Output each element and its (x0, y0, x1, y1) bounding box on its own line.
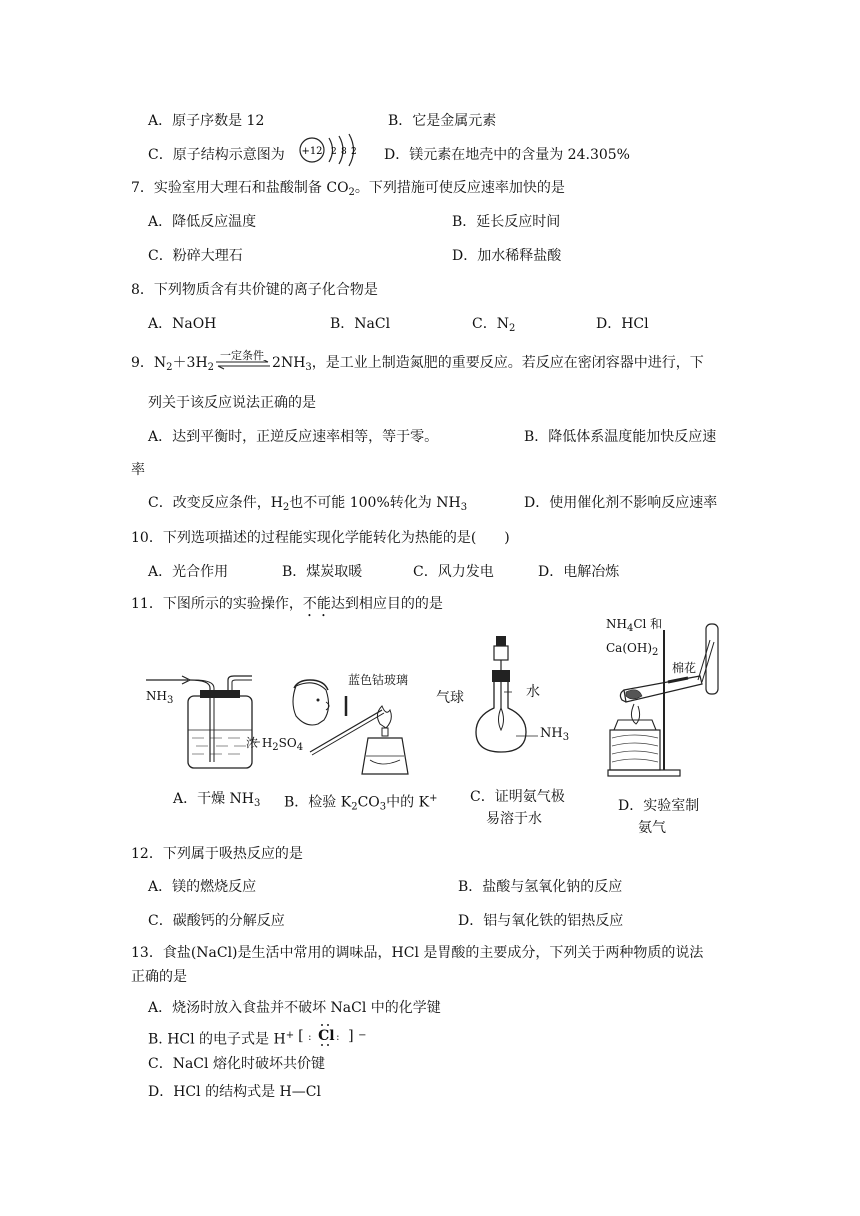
q11-stem-emphasis: 不能 (302, 596, 331, 612)
q8-option-b: B．NaCl (330, 316, 391, 332)
q12-option-b: B．盐酸与氢氧化钠的反应 (458, 879, 623, 895)
q13-stem-line1: 13．食盐(NaCl)是生活中常用的调味品，HCl 是胃酸的主要成分，下列关于两种物质的说法 (131, 945, 704, 961)
q7-option-c: C．粉碎大理石 (148, 248, 243, 264)
atom-nucleus-label: +12 (301, 146, 323, 157)
figure-d-reagent-2: Ca(OH) (606, 641, 653, 655)
figure-b-cobalt-glass-label: 蓝色钴玻璃 (348, 673, 409, 687)
figure-b-flame-test (282, 676, 422, 786)
q10-option-c: C．风力发电 (413, 564, 494, 580)
q9-option-d: D．使用催化剂不影响反应速率 (524, 495, 718, 511)
figure-a-gas-text: NH (146, 689, 167, 703)
q12-stem: 12．下列属于吸热反应的是 (131, 846, 303, 862)
q7-stem-b: 。下列措施可使反应速率加快的是 (354, 180, 565, 196)
q8-stem: 8．下列物质含有共价键的离子化合物是 (131, 282, 378, 298)
q9-stem-a: 9．N (131, 355, 167, 371)
figure-b-caption-a: B．检验 K (284, 794, 352, 811)
q12-option-a: A．镁的燃烧反应 (148, 879, 257, 895)
q7-option-a: A．降低反应温度 (148, 214, 257, 230)
atom-shell-1: 2 (331, 147, 337, 157)
figure-c-gas-text: NH (540, 726, 563, 741)
q13-stem-line2: 正确的是 (131, 969, 187, 985)
q13-option-b: B. HCl 的电子式是 H+ [ : Cl : ] − (148, 1027, 366, 1049)
q11-stem-b: 达到相应目的的是 (330, 596, 443, 612)
atom-shell-2: 8 (341, 147, 347, 157)
figure-a-acid-text: 浓 H (246, 736, 273, 750)
chlorine-symbol: Cl (318, 1028, 335, 1044)
equilibrium-arrow (214, 349, 272, 372)
figure-a-caption: A．干燥 $NH_3$ (173, 791, 261, 809)
q7-stem-a: 7．实验室用大理石和盐酸制备 CO (131, 180, 349, 196)
figure-b-caption: B．检验 $K_2CO_3$中的 K+ (284, 793, 438, 813)
figure-d-reagent-1b: Cl 和 (633, 617, 663, 631)
q11-stem-a: 11．下图所示的实验操作， (131, 596, 303, 612)
figure-d-caption-2: 氨气 (638, 820, 666, 836)
figure-b-caption-c: 中的 K (386, 794, 430, 811)
q12-option-d: D．铝与氧化铁的铝热反应 (458, 913, 624, 929)
q9-option-b-continuation: 率 (131, 462, 145, 478)
chloride-electron-formula: [ : Cl : ] (294, 1027, 358, 1045)
figure-d-reagent-label-1: $NH_4Cl$ 和 (606, 617, 663, 634)
figure-c-water-label: 水 (526, 684, 540, 700)
figure-d-reagent-label-2: $Ca(OH)_2$ (606, 641, 659, 658)
q9-stem-line2: 列关于该反应说法正确的是 (148, 395, 316, 411)
q8-option-c: C．$N_2$ (472, 316, 516, 334)
q9-stem-c: 2NH (272, 355, 306, 371)
q8-option-c-text: C．N (472, 316, 509, 332)
q6-option-a: A．原子序数是 12 (148, 113, 265, 129)
q9-option-a: A．达到平衡时，正逆反应速率相等，等于零。 (148, 429, 439, 445)
figure-c-caption-1: C．证明氨气极 (470, 789, 565, 805)
q7-stem: 7．实验室用大理石和盐酸制备 $CO_2$。下列措施可使反应速率加快的是 (131, 180, 565, 198)
q8-option-a: A．NaOH (148, 316, 217, 332)
q7-option-d: D．加水稀释盐酸 (452, 248, 562, 264)
figure-d-reagent-1a: NH (606, 617, 627, 631)
atom-shell-3: 2 (351, 147, 357, 157)
q7-option-b: B．延长反应时间 (452, 214, 561, 230)
q8-option-d: D．HCl (596, 316, 649, 332)
q6-option-c: C．原子结构示意图为 (148, 147, 285, 163)
q13-option-b-text: B. HCl 的电子式是 H (148, 1031, 286, 1048)
figure-c-gas-label: $NH_3$ (540, 726, 570, 743)
q9-stem: 9．$N_2+3H_2$ 一定条件 $2NH_3$，是工业上制造氮肥的重要反应。若反应在密闭容器中进行，下 (131, 349, 704, 373)
figure-d-cotton-label: 棉花 (672, 661, 697, 675)
q9-option-b: B．降低体系温度能加快反应速 (524, 429, 717, 445)
q13-option-c: C．NaCl 熔化时破坏共价键 (148, 1056, 325, 1072)
reaction-condition: 一定条件 (220, 349, 265, 362)
q10-stem: 10．下列选项描述的过程能实现化学能转化为热能的是( ) (131, 530, 510, 546)
q9-option-c: C．改变反应条件，$H_2$也不可能 100%转化为 $NH_3$ (148, 495, 468, 513)
q11-stem (131, 595, 443, 620)
q9-option-c-b: 也不可能 100%转化为 NH (289, 495, 461, 511)
q9-stem-d: ，是工业上制造氮肥的重要反应。若反应在密闭容器中进行，下 (311, 355, 704, 371)
figure-a-acid-label: 浓 $H_2SO_4$ (246, 736, 304, 753)
figure-b-caption-b: CO (357, 794, 380, 811)
figure-d-caption-1: D．实验室制 (618, 798, 700, 814)
q12-option-c: C．碳酸钙的分解反应 (148, 913, 285, 929)
atom-structure-diagram (296, 132, 358, 168)
q13-option-a: A．烧汤时放入食盐并不破坏 NaCl 中的化学键 (148, 1000, 441, 1016)
figure-a-caption-text: A．干燥 NH (173, 791, 255, 807)
q6-option-d: D．镁元素在地壳中的含量为 24.305% (384, 147, 630, 163)
q9-stem-b: ＋3H (172, 355, 208, 371)
figure-c-caption-2: 易溶于水 (486, 811, 542, 827)
figure-a-gas-label: $NH_3$ (146, 689, 174, 706)
q6-option-b: B．它是金属元素 (388, 113, 497, 129)
q13-option-d: D．HCl 的结构式是 H—Cl (148, 1084, 321, 1100)
figure-c-balloon-label: 气球 (436, 690, 464, 706)
q10-option-d: D．电解冶炼 (538, 564, 620, 580)
q10-option-a: A．光合作用 (148, 564, 229, 580)
q10-option-b: B．煤炭取暖 (282, 564, 363, 580)
q9-option-c-a: C．改变反应条件，H (148, 495, 283, 511)
